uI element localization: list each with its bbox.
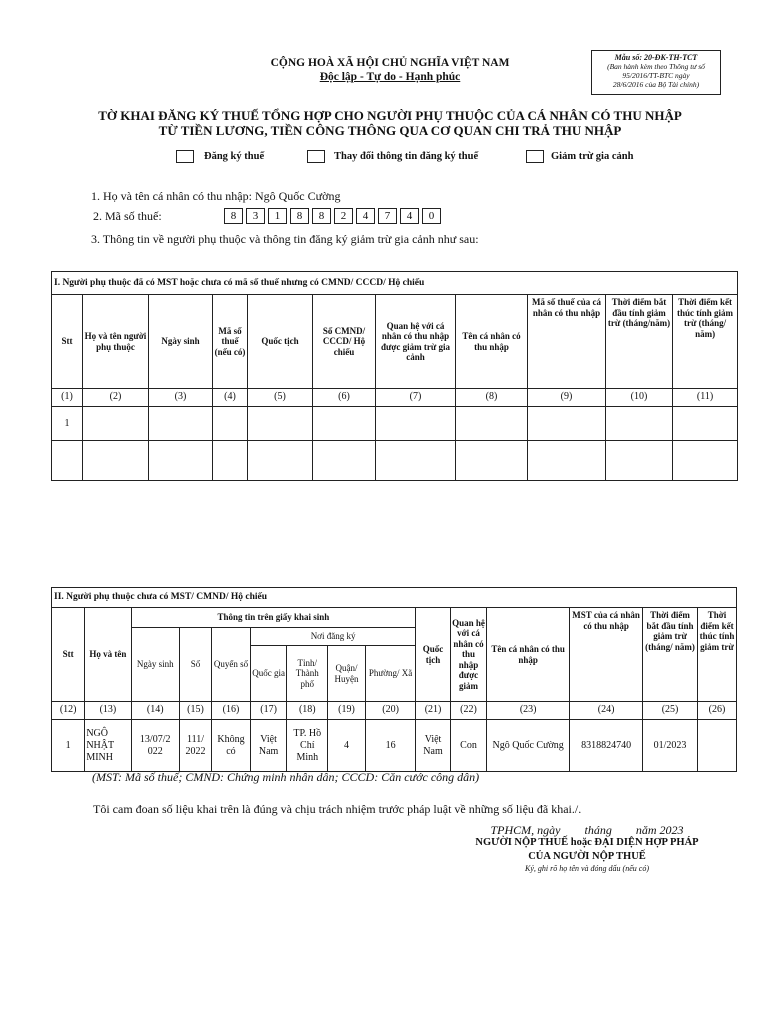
tax-code-boxes xyxy=(224,208,466,224)
tax-code-digit: 8 xyxy=(224,208,243,224)
column-number: (19) xyxy=(328,702,366,720)
header-cell: Nơi đăng ký xyxy=(250,628,416,646)
header-cell: Quan hệ với cá nhân có thu nhập được giảm xyxy=(450,608,487,702)
section-2-title: II. Người phụ thuộc chưa có MST/ CMND/ Hộ chiếu xyxy=(52,588,737,608)
table-cell[interactable] xyxy=(213,441,248,481)
column-number: (24) xyxy=(570,702,643,720)
checkbox-label-tax-registration: Đăng ký thuế xyxy=(204,151,265,162)
form-code: Mẫu số: 20-ĐK-TH-TCT xyxy=(614,53,698,62)
header-cell: Ngày sinh xyxy=(149,295,213,389)
checkbox-label-change-registration: Thay đổi thông tin đăng ký thuế xyxy=(334,151,479,162)
header-cell: Ngày sinh xyxy=(131,628,179,702)
column-number: (22) xyxy=(450,702,487,720)
table-cell[interactable]: 1 xyxy=(52,720,85,772)
form-note-1: (Ban hành kèm theo Thông tư số xyxy=(607,62,705,71)
table-cell[interactable] xyxy=(313,407,376,441)
header-cell: Stt xyxy=(52,608,85,702)
table-cell[interactable] xyxy=(248,407,313,441)
column-number: (1) xyxy=(52,389,83,407)
header-cell: Tỉnh/ Thành phố xyxy=(287,646,328,702)
table-cell[interactable]: NGÔ NHẬT MINH xyxy=(85,720,131,772)
column-number: (4) xyxy=(213,389,248,407)
column-number: (15) xyxy=(179,702,211,720)
tax-code-label: 2. Mã số thuế: xyxy=(93,209,162,223)
pledge-statement: Tôi cam đoan số liệu khai trên là đúng và chịu trách nhiệm trước pháp luật về những số liệu đã khai./. xyxy=(93,802,582,816)
table-cell[interactable] xyxy=(376,407,456,441)
tax-code-digit: 3 xyxy=(246,208,265,224)
header-cell: Tên cá nhân có thu nhập xyxy=(487,608,570,702)
checkbox-label-family-deduction: Giảm trừ gia cảnh xyxy=(551,151,634,162)
section-2-table xyxy=(51,587,737,772)
table-cell[interactable]: 8318824740 xyxy=(570,720,643,772)
table-cell[interactable]: 16 xyxy=(365,720,416,772)
header-cell: MST của cá nhân có thu nhập xyxy=(570,608,643,702)
column-number: (26) xyxy=(697,702,736,720)
table-cell[interactable] xyxy=(149,441,213,481)
table-row xyxy=(52,720,737,772)
header-cell: Thời điểm bắt đầu tính giảm trừ (tháng/năm) xyxy=(606,295,673,389)
column-number: (16) xyxy=(212,702,251,720)
tax-code-digit: 7 xyxy=(378,208,397,224)
table-cell[interactable] xyxy=(528,407,606,441)
header-cell: Thông tin trên giấy khai sinh xyxy=(131,608,416,628)
table-cell[interactable] xyxy=(456,407,528,441)
table-cell[interactable] xyxy=(149,407,213,441)
tax-code-digit: 4 xyxy=(356,208,375,224)
column-number: (17) xyxy=(250,702,287,720)
header-cell: Quốc gia xyxy=(250,646,287,702)
table-cell[interactable] xyxy=(456,441,528,481)
table-cell[interactable]: 01/2023 xyxy=(643,720,698,772)
column-number: (18) xyxy=(287,702,328,720)
table-cell[interactable] xyxy=(528,441,606,481)
checkbox-change-registration[interactable] xyxy=(307,150,325,163)
table-cell[interactable] xyxy=(213,407,248,441)
table-cell[interactable]: 1 xyxy=(52,407,83,441)
form-note-2: 95/2016/TT-BTC ngày xyxy=(622,71,690,80)
abbreviation-note: (MST: Mã số thuế; CMND: Chứng minh nhân dân; CCCD: Căn cước công dân) xyxy=(92,770,480,784)
signature-instruction: Ký, ghi rõ họ tên và đóng dấu (nếu có) xyxy=(525,864,649,873)
table-cell[interactable] xyxy=(673,441,738,481)
header-cell: Họ và tên người phụ thuộc xyxy=(83,295,149,389)
table-cell[interactable]: Ngô Quốc Cường xyxy=(487,720,570,772)
table-cell[interactable] xyxy=(697,720,736,772)
checkbox-tax-registration[interactable] xyxy=(176,150,194,163)
column-number: (14) xyxy=(131,702,179,720)
table-cell[interactable]: 111/ 2022 xyxy=(179,720,211,772)
form-note-3: 28/6/2016 của Bộ Tài chính) xyxy=(612,80,700,89)
header-cell: Tên cá nhân có thu nhập xyxy=(456,295,528,389)
header-cell: Thời điểm kết thúc tính giảm trừ (tháng/ năm) xyxy=(673,295,738,389)
table-cell[interactable]: Con xyxy=(450,720,487,772)
column-number: (11) xyxy=(673,389,738,407)
header-cell: Stt xyxy=(52,295,83,389)
form-title-line-1: TỜ KHAI ĐĂNG KÝ THUẾ TỔNG HỢP CHO NGƯỜI PHỤ THUỘC CỦA CÁ NHÂN CÓ THU NHẬP xyxy=(98,108,682,123)
column-number: (12) xyxy=(52,702,85,720)
header-cell: Thời điểm bắt đầu tính giảm trừ (tháng/ năm) xyxy=(643,608,698,702)
column-number: (8) xyxy=(456,389,528,407)
table-cell[interactable] xyxy=(83,441,149,481)
column-number: (25) xyxy=(643,702,698,720)
header-cell: Quốc tịch xyxy=(416,608,450,702)
national-title: CỘNG HOÀ XÃ HỘI CHỦ NGHĨA VIỆT NAM xyxy=(270,57,510,69)
table-cell[interactable] xyxy=(606,441,673,481)
table-cell[interactable]: Không có xyxy=(212,720,251,772)
column-number: (20) xyxy=(365,702,416,720)
column-number: (3) xyxy=(149,389,213,407)
table-row xyxy=(52,407,738,441)
tax-code-digit: 8 xyxy=(312,208,331,224)
section-1-table xyxy=(51,271,738,481)
header-cell: Số CMND/ CCCD/ Hộ chiếu xyxy=(313,295,376,389)
table-cell[interactable] xyxy=(83,407,149,441)
column-number: (7) xyxy=(376,389,456,407)
table-cell[interactable] xyxy=(313,441,376,481)
table-cell[interactable]: TP. Hồ Chí Minh xyxy=(287,720,328,772)
signer-title-1: NGƯỜI NỘP THUẾ hoặc ĐẠI DIỆN HỢP PHÁP xyxy=(475,837,699,848)
table-cell[interactable]: Việt Nam xyxy=(416,720,450,772)
section-1-title: I. Người phụ thuộc đã có MST hoặc chưa có mã số thuế nhưng có CMND/ CCCD/ Hộ chiếu xyxy=(52,272,738,295)
column-number: (23) xyxy=(487,702,570,720)
tax-code-digit: 8 xyxy=(290,208,309,224)
table-cell[interactable] xyxy=(673,407,738,441)
tax-code-digit: 2 xyxy=(334,208,353,224)
column-number: (21) xyxy=(416,702,450,720)
column-number: (5) xyxy=(248,389,313,407)
header-cell: Mã số thuế (nếu có) xyxy=(213,295,248,389)
tax-code-digit: 0 xyxy=(422,208,441,224)
form-code-box xyxy=(591,50,721,95)
tax-code-digit: 1 xyxy=(268,208,287,224)
national-motto: Độc lập - Tự do - Hạnh phúc xyxy=(319,71,461,83)
header-cell: Phường/ Xã xyxy=(365,646,416,702)
column-number: (13) xyxy=(85,702,131,720)
taxpayer-name-line: 1. Họ và tên cá nhân có thu nhập: Ngô Quốc Cường xyxy=(91,189,341,203)
header-cell: Họ và tên xyxy=(85,608,131,702)
checkbox-family-deduction[interactable] xyxy=(526,150,544,163)
table-cell[interactable]: Việt Nam xyxy=(250,720,287,772)
table-cell[interactable]: 13/07/2 022 xyxy=(131,720,179,772)
dependents-info-line: 3. Thông tin về người phụ thuộc và thông tin đăng ký giảm trừ gia cảnh như sau: xyxy=(91,232,479,246)
table-cell[interactable] xyxy=(606,407,673,441)
tax-code-digit: 4 xyxy=(400,208,419,224)
column-number: (2) xyxy=(83,389,149,407)
place-date: TPHCM, ngày tháng năm 2023 xyxy=(490,823,684,837)
header-cell: Thời điểm kết thúc tính giảm trừ xyxy=(697,608,736,702)
table-cell[interactable] xyxy=(376,441,456,481)
header-cell: Quan hệ với cá nhân có thu nhập được giảm trừ gia cảnh xyxy=(376,295,456,389)
table-row xyxy=(52,441,738,481)
header-cell: Quốc tịch xyxy=(248,295,313,389)
column-number: (9) xyxy=(528,389,606,407)
signer-title-2: CỦA NGƯỜI NỘP THUẾ xyxy=(528,851,646,862)
table-cell[interactable] xyxy=(52,441,83,481)
table-cell[interactable] xyxy=(248,441,313,481)
header-cell: Mã số thuế của cá nhân có thu nhập xyxy=(528,295,606,389)
table-cell[interactable]: 4 xyxy=(328,720,366,772)
form-title-line-2: TỪ TIỀN LƯƠNG, TIỀN CÔNG THÔNG QUA CƠ QUAN CHI TRẢ THU NHẬP xyxy=(158,123,622,138)
column-number: (10) xyxy=(606,389,673,407)
column-number: (6) xyxy=(313,389,376,407)
header-cell: Quyển số xyxy=(212,628,251,702)
header-cell: Quận/ Huyện xyxy=(328,646,366,702)
header-cell: Số xyxy=(179,628,211,702)
